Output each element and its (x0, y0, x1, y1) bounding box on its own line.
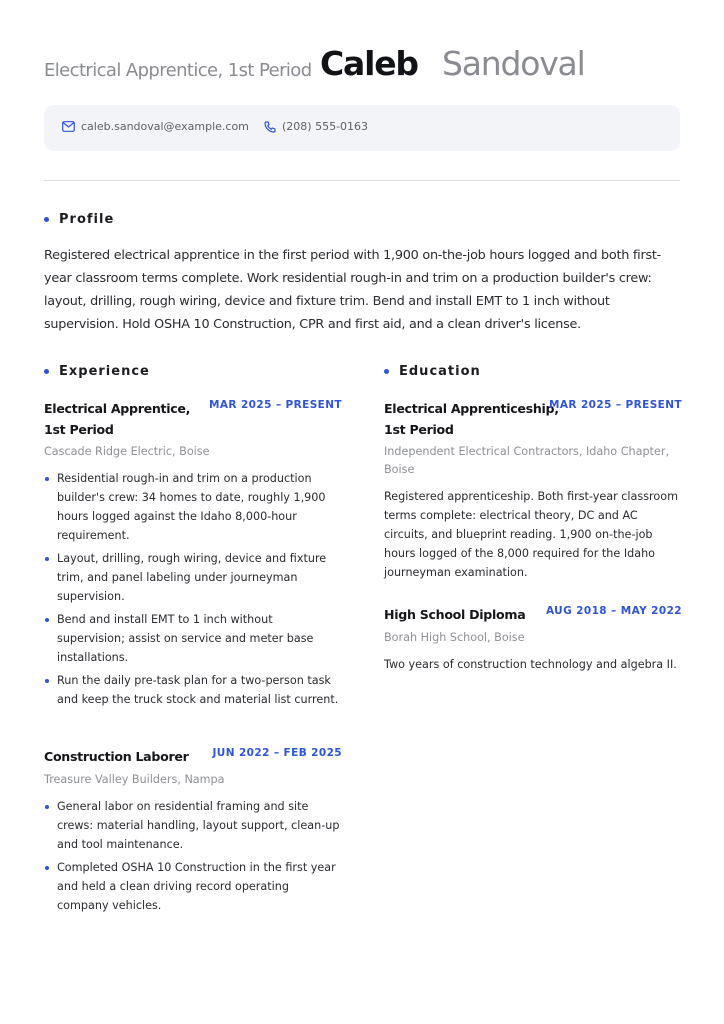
school-name: Independent Electrical Contractors, Idaho Chapter (384, 445, 666, 458)
contact-email[interactable] (62, 120, 249, 133)
contact-phone[interactable] (264, 120, 368, 133)
entry-organization: Cascade Ridge Electric, Boise (44, 445, 210, 458)
school-location: Boise (384, 463, 415, 476)
email-text: caleb.sandoval@example.com (81, 120, 249, 133)
entry-organization: Treasure Valley Builders, Nampa (44, 773, 225, 786)
resume-header (44, 40, 684, 92)
company-location: Boise (179, 445, 210, 458)
experience-heading (44, 364, 150, 379)
education-column (384, 398, 682, 582)
bullet-dot-icon (384, 369, 389, 374)
entry-title: Electrical Apprenticeship, 1st Period (384, 401, 559, 437)
profile-heading-text: Profile (59, 212, 115, 227)
experience-column-2 (44, 746, 342, 919)
bullet-dot-icon (44, 217, 49, 222)
entry-title: Construction Laborer (44, 749, 189, 764)
contact-bar (44, 105, 680, 151)
education-entry (384, 398, 682, 582)
entry-bullets (44, 469, 342, 709)
education-entry (384, 604, 682, 674)
school-location: Boise (494, 631, 525, 644)
last-name: Sandoval (442, 44, 585, 83)
entry-bullets (44, 797, 342, 915)
list-item: Residential rough-in and trim on a production builder's crew: 34 homes to date, roughly 1,900 hours logged against the Idaho 8,000-hour requirement. (44, 469, 342, 545)
first-name: Caleb (320, 44, 418, 83)
entry-description: Registered apprenticeship. Both first-year classroom terms complete: electrical theory, DC and AC circuits, and blueprint reading. 1,900 on-the-job hours logged of the 8,000 required for the Idaho journeyman examination. (384, 490, 678, 579)
list-item: Layout, drilling, rough wiring, device and fixture trim, and panel labeling under journeyman supervision. (44, 549, 342, 606)
school-name: Borah High School (384, 631, 488, 644)
education-heading (384, 364, 481, 379)
education-heading-text: Education (399, 364, 481, 379)
entry-title: Electrical Apprentice, 1st Period (44, 401, 191, 437)
education-column-2 (384, 604, 682, 674)
entry-description: Two years of construction technology and algebra II. (384, 658, 677, 671)
company-name: Treasure Valley Builders (44, 773, 178, 786)
company-name: Cascade Ridge Electric (44, 445, 173, 458)
phone-text: (208) 555-0163 (282, 120, 369, 133)
entry-dates: JUN 2022 – FEB 2025 (212, 747, 342, 759)
entry-organization: Borah High School, Boise (384, 631, 525, 644)
entry-title: High School Diploma (384, 607, 526, 622)
company-location: Nampa (184, 773, 225, 786)
profile-heading (44, 212, 114, 227)
entry-dates: MAR 2025 – PRESENT (549, 399, 682, 411)
entry-dates: AUG 2018 – MAY 2022 (545, 605, 682, 617)
experience-column (44, 398, 342, 713)
experience-entry (44, 398, 342, 709)
mail-icon (62, 121, 75, 132)
list-item: Bend and install EMT to 1 inch without supervision; assist on service and meter base installations. (44, 610, 342, 667)
entry-organization: Independent Electrical Contractors, Idaho Chapter, Boise (384, 445, 669, 476)
phone-icon (264, 121, 276, 133)
experience-entry (44, 746, 342, 915)
job-title: Electrical Apprentice, 1st Period (44, 60, 312, 81)
list-item: General labor on residential framing and site crews: material handling, layout support, clean-up and tool maintenance. (44, 797, 342, 854)
entry-dates: MAR 2025 – PRESENT (209, 399, 342, 411)
experience-heading-text: Experience (59, 364, 150, 379)
bullet-dot-icon (44, 369, 49, 374)
list-item: Completed OSHA 10 Construction in the first year and held a clean driving record operating company vehicles. (44, 858, 342, 915)
profile-text: Registered electrical apprentice in the first period with 1,900 on-the-job hours logged and both first-year classroom terms complete. Work residential rough-in and trim on a production builder's crew: layout, drilling, rough wiring, device and fixture trim. Bend and install EMT to 1 inch without supervision. Hold OSHA 10 Construction, CPR and first aid, and a clean driver's license. (44, 248, 662, 332)
header-divider (44, 180, 680, 181)
list-item: Run the daily pre-task plan for a two-person task and keep the truck stock and material list current. (44, 671, 342, 709)
